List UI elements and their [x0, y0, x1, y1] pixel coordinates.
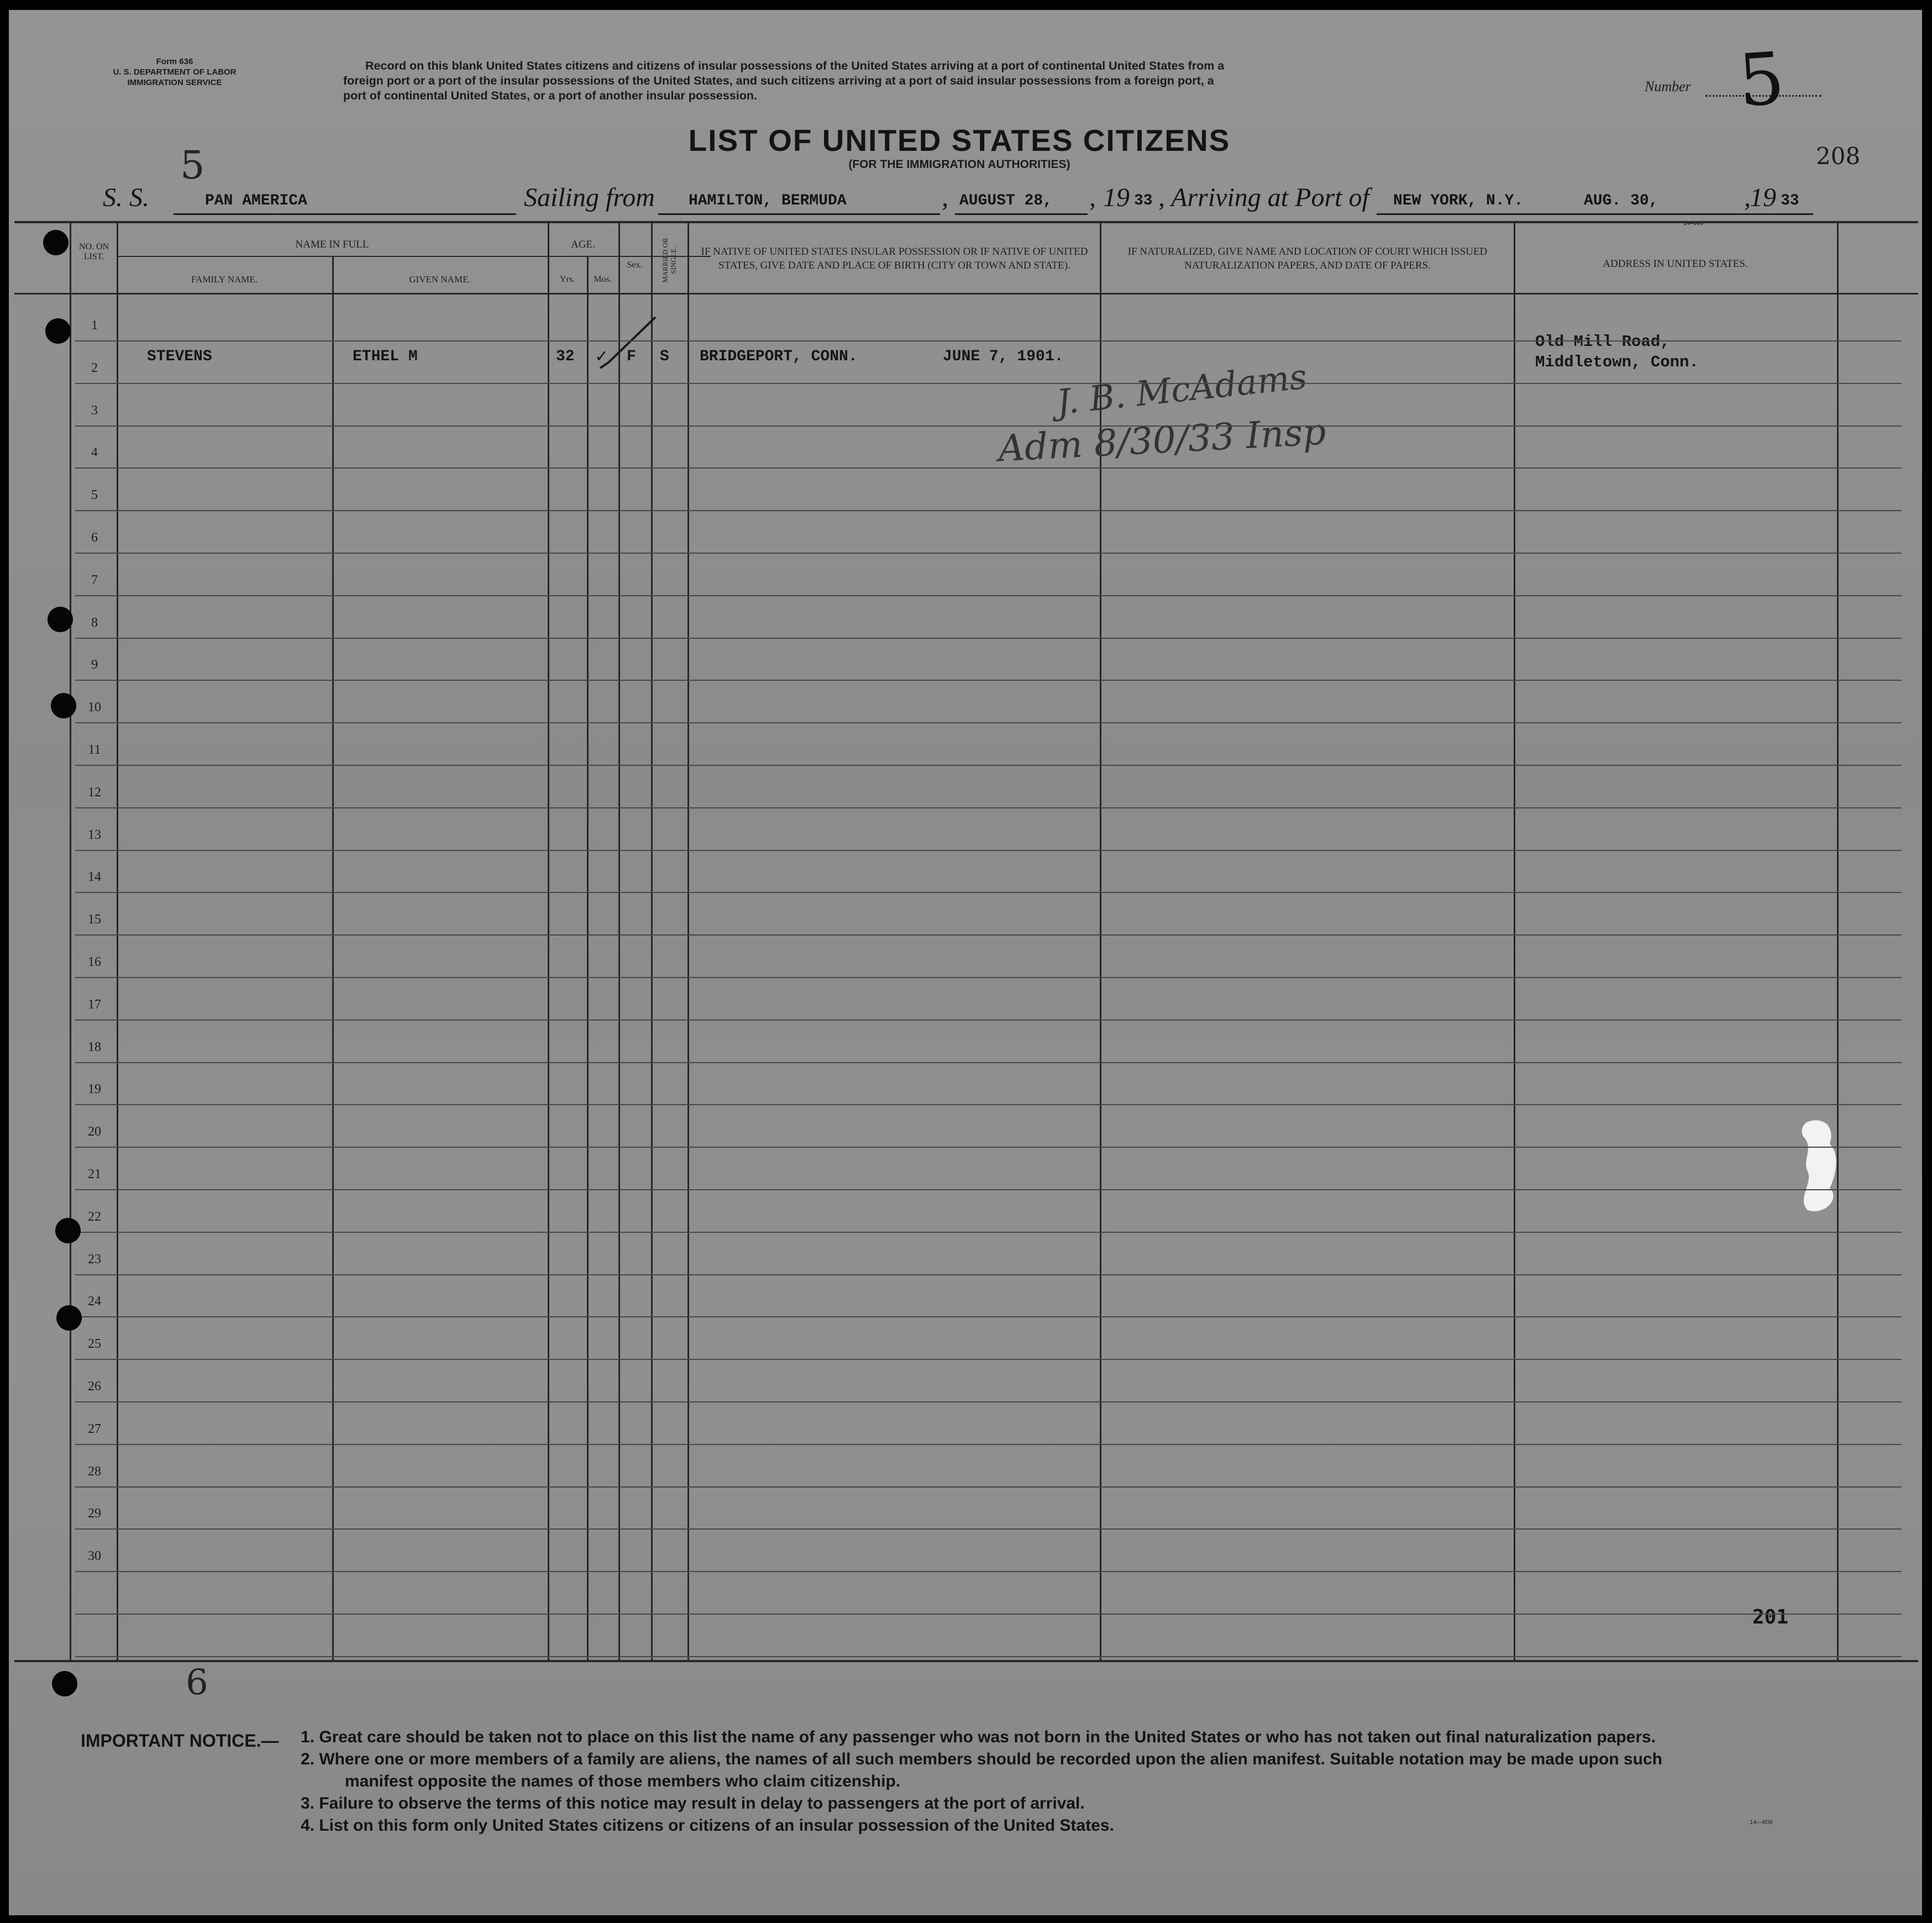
row-rule — [75, 1528, 1902, 1530]
row-number: 22 — [88, 1210, 101, 1224]
row-number: 26 — [88, 1379, 101, 1394]
header-address: ADDRESS IN UNITED STATES. — [1603, 258, 1748, 270]
row-number: 16 — [88, 955, 101, 969]
intro-line: port of continental United States, or a port of another insular possession. — [343, 89, 757, 102]
row-rule — [75, 1062, 1902, 1063]
row-rule — [75, 1020, 1902, 1021]
arrival-year-line — [1777, 213, 1810, 215]
row-rule — [75, 1189, 1902, 1190]
header-bottom-border — [14, 293, 1918, 295]
row-number: 27 — [88, 1422, 101, 1436]
sailing-port: HAMILTON, BERMUDA — [689, 192, 847, 209]
col-divider — [651, 221, 653, 1661]
family-name-cell: STEVENS — [147, 348, 212, 365]
col-divider — [587, 256, 589, 1661]
marital-cell: S — [660, 348, 669, 365]
row-rule — [75, 680, 1902, 681]
row-rule — [75, 638, 1902, 639]
header-mos: Mos. — [594, 275, 612, 284]
row-rule — [75, 1401, 1902, 1402]
birth-date-cell: JUNE 7, 1901. — [943, 348, 1064, 365]
row-number: 4 — [91, 445, 98, 460]
row-number: 29 — [88, 1506, 101, 1521]
row-number: 13 — [88, 828, 101, 842]
row-rule — [75, 934, 1902, 936]
service-name: IMMIGRATION SERVICE — [127, 78, 222, 87]
row-number: 23 — [88, 1252, 101, 1267]
row-rule — [75, 467, 1902, 469]
header-given-name: GIVEN NAME. — [409, 274, 471, 285]
row-rule — [75, 1147, 1902, 1148]
top-code: 14—606 — [1683, 221, 1704, 227]
form-identification — [75, 56, 274, 88]
notice-item-2-cont: manifest opposite the names of those members who claim citizenship. — [345, 1772, 901, 1790]
header-yrs: Yrs. — [559, 275, 575, 284]
row-rule — [75, 1274, 1902, 1275]
row-rule — [75, 1232, 1902, 1233]
row-number: 11 — [88, 743, 101, 757]
row-number: 17 — [88, 997, 101, 1012]
header-married-single: MARRIED OR SINGLE. — [661, 238, 678, 283]
intro-text — [343, 59, 1576, 103]
comma: , — [1089, 183, 1096, 212]
col-divider — [117, 221, 118, 1661]
sailing-field-line — [658, 213, 940, 215]
row-number: 8 — [91, 616, 98, 630]
address-line2-cell: Middletown, Conn. — [1535, 353, 1699, 371]
manifest-sheet — [9, 10, 1922, 1915]
punch-hole — [45, 318, 71, 344]
row-rule — [75, 977, 1902, 978]
number-label: Number — [1645, 78, 1691, 94]
department-name: U. S. DEPARTMENT OF LABOR — [113, 67, 237, 77]
depart-date: AUGUST 28, — [959, 192, 1053, 209]
row-rule — [75, 510, 1902, 511]
header-native-birth: IF NATIVE OF UNITED STATES INSULAR POSSESSION OR IF NATIVE OF UNITED STATES, GIVE DATE AND PLACE OF BIRTH (CITY OR TOWN AND STATE). — [701, 246, 1088, 271]
col-divider — [70, 221, 71, 1661]
row-number: 25 — [88, 1337, 101, 1351]
row-number: 18 — [88, 1040, 101, 1054]
punch-hole — [48, 607, 73, 632]
arrival-port: NEW YORK, N.Y. — [1393, 192, 1524, 209]
row-number: 21 — [88, 1167, 101, 1181]
row-rule — [75, 1486, 1902, 1488]
footer-code: 14—606 — [1750, 1819, 1773, 1826]
handwritten-mark-top: 5 — [180, 143, 205, 188]
row-rule — [75, 383, 1902, 384]
row-number: 30 — [88, 1549, 101, 1563]
arriving-label: , Arriving at Port of — [1158, 183, 1369, 212]
punch-hole — [55, 1218, 81, 1243]
header-sex: Sex. — [627, 260, 643, 270]
check-mark-icon — [595, 313, 661, 374]
punch-hole — [51, 693, 76, 718]
birth-place-cell: BRIDGEPORT, CONN. — [700, 348, 858, 365]
row-rule — [75, 1571, 1902, 1572]
arrival-date: AUG. 30, — [1584, 192, 1658, 209]
row-number: 24 — [88, 1294, 101, 1309]
list-number: 5 — [1735, 36, 1787, 123]
col-divider — [1837, 221, 1839, 1661]
address-line1-cell: Old Mill Road, — [1535, 333, 1670, 351]
row-number: 15 — [88, 912, 101, 927]
row-rule — [75, 340, 1902, 341]
row-rule — [75, 425, 1902, 427]
notice-item-4: 4. List on this form only United States citizens or citizens of an insular possession of the United States. — [301, 1816, 1114, 1835]
arrival-year: 33 — [1781, 192, 1799, 209]
comma: , — [1744, 183, 1751, 212]
punch-hole — [52, 1671, 77, 1696]
intro-line: Record on this blank United States citizens and citizens of insular possessions of the United States arriving at a port of continental United States from a — [365, 59, 1225, 72]
header-no-on-list: NO. ON LIST. — [78, 242, 109, 261]
row-number: 14 — [88, 870, 101, 884]
row-rule — [75, 1316, 1902, 1317]
sailing-label: Sailing from — [524, 183, 655, 212]
col-divider — [332, 256, 334, 1661]
row-number: 5 — [91, 488, 98, 502]
col-divider — [1514, 221, 1515, 1661]
row-number: 2 — [91, 361, 98, 375]
col-divider — [687, 221, 689, 1661]
ss-label: S. S. — [103, 183, 149, 212]
row-number: 9 — [91, 658, 98, 672]
notice-item-3: 3. Failure to observe the terms of this notice may result in delay to passengers at the port of arrival. — [301, 1794, 1085, 1812]
row-number: 28 — [88, 1464, 101, 1479]
form-number: Form 636 — [156, 57, 193, 66]
table-top-border — [14, 221, 1918, 223]
page-title: LIST OF UNITED STATES CITIZENS — [688, 123, 1231, 157]
row-rule — [75, 553, 1902, 554]
intro-line: foreign port or a port of the insular possessions of the United States, and such citizens arriving at a port of said insular possessions from a foreign port, a — [343, 74, 1214, 87]
row-rule — [75, 595, 1902, 596]
handwritten-mark-bottom: 6 — [186, 1662, 208, 1703]
punch-hole — [43, 230, 69, 255]
row-number: 12 — [88, 785, 101, 800]
notice-heading: IMPORTANT NOTICE.— — [81, 1731, 279, 1751]
age-months-cell: ✓ — [596, 347, 607, 368]
year-prefix: 19 — [1750, 183, 1776, 212]
header-name-in-full: NAME IN FULL — [295, 239, 369, 250]
punch-hole — [56, 1305, 82, 1331]
sex-cell: F — [627, 348, 636, 365]
page-subtitle: (FOR THE IMMIGRATION AUTHORITIES) — [848, 158, 1070, 171]
header-family-name: FAMILY NAME. — [191, 274, 258, 285]
notice-item-2: 2. Where one or more members of a family are aliens, the names of all such members should be recorded upon the alien manifest. Suitable notation may be made upon such — [301, 1750, 1662, 1768]
row-rule — [75, 1104, 1902, 1105]
comma: , — [942, 183, 948, 212]
header-naturalized: IF NATURALIZED, GIVE NAME AND LOCATION OF COURT WHICH ISSUED NATURALIZATION PAPERS, AND DATE OF PAPERS. — [1127, 246, 1488, 271]
row-rule — [75, 1444, 1902, 1445]
row-rule — [75, 1656, 1902, 1657]
row-rule — [75, 765, 1902, 766]
year-prefix: 19 — [1103, 183, 1130, 212]
depart-year: 33 — [1134, 192, 1153, 209]
row-number: 19 — [88, 1082, 101, 1096]
admission-note: Adm 8/30/33 Insp — [997, 410, 1327, 470]
row-rule — [75, 807, 1902, 808]
notice-item-1: 1. Great care should be taken not to place on this list the name of any passenger who was not born in the United States or who has not taken out final naturalization papers. — [301, 1728, 1656, 1746]
row-number: 6 — [91, 530, 98, 545]
given-name-cell: ETHEL M — [353, 348, 418, 365]
header-age: AGE. — [571, 239, 595, 250]
col-divider — [548, 221, 549, 1661]
inspector-signature: J. B. McAdams — [1054, 356, 1309, 423]
port-field-line — [1377, 213, 1813, 215]
row-rule — [75, 850, 1902, 851]
row-rule — [75, 722, 1902, 723]
table-bottom-border — [14, 1660, 1918, 1662]
row-number: 10 — [88, 700, 101, 714]
ship-name: PAN AMERICA — [205, 192, 307, 209]
row-number: 7 — [91, 573, 98, 587]
row-rule — [75, 1359, 1902, 1360]
col-divider — [618, 221, 620, 1661]
age-years-cell: 32 — [556, 348, 575, 365]
page-stamp: 201 — [1752, 1606, 1789, 1628]
ship-field-line — [174, 213, 516, 215]
row-number: 3 — [91, 403, 98, 418]
depart-date-line — [955, 213, 1088, 215]
paper-damage — [1791, 1116, 1846, 1221]
row-number: 20 — [88, 1125, 101, 1139]
row-number: 1 — [91, 318, 98, 333]
reference-number: 208 — [1816, 143, 1861, 170]
row-rule — [75, 892, 1902, 893]
row-rule — [75, 1614, 1902, 1615]
